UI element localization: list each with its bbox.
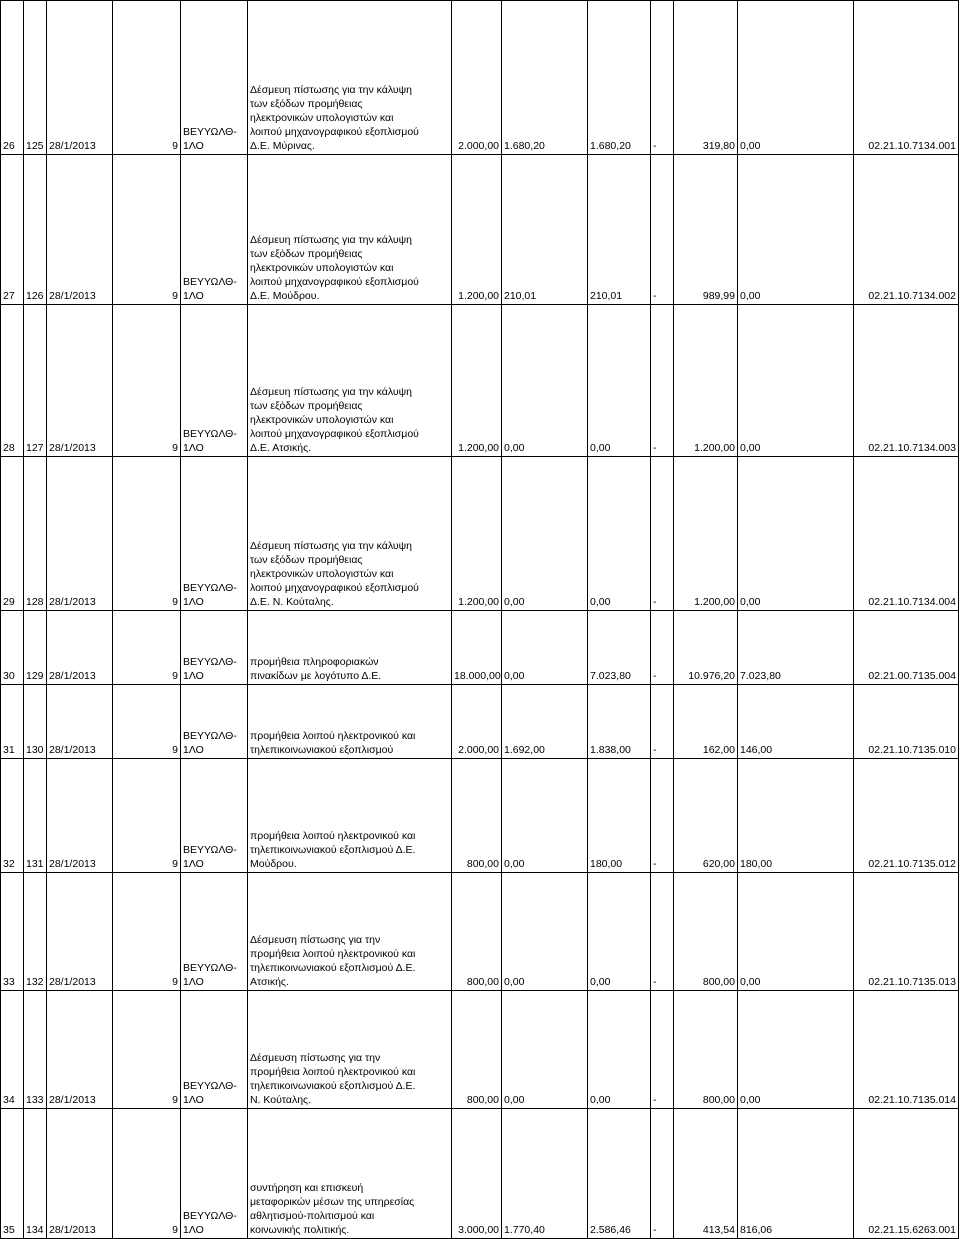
cell-code: 9 — [113, 1109, 181, 1239]
cell-a5: 162,00 — [674, 685, 738, 759]
cell-code: 9 — [113, 685, 181, 759]
cell-line: 1ΛΟ — [183, 976, 204, 988]
cell-a3: 0,00 — [588, 457, 651, 611]
cell-kae: 02.21.10.7135.013 — [854, 873, 959, 991]
table-row — [1, 155, 959, 305]
cell-a6: 0,00 — [738, 457, 854, 611]
cell-a4: - — [651, 759, 674, 873]
cell-line: ΒΕΥΥΩΛΘ- — [183, 656, 237, 668]
cell-line: Δέσμευη πίστωσης για την κάλυψη — [250, 234, 412, 246]
cell-desc — [248, 685, 452, 759]
cell-a6: 0,00 — [738, 305, 854, 457]
cell-line: Δέσμευη πίστωσης για την κάλυψη — [250, 540, 412, 552]
cell-code: 9 — [113, 759, 181, 873]
cell-n: 30 — [1, 611, 24, 685]
cell-a2: 0,00 — [502, 873, 588, 991]
cell-kae: 02.21.10.7134.001 — [854, 1, 959, 155]
cell-kae: 02.21.00.7135.004 — [854, 611, 959, 685]
cell-a6: 180,00 — [738, 759, 854, 873]
cell-date: 28/1/2013 — [47, 1, 113, 155]
cell-line: τηλεπικοινωνιακού εξοπλισμού Δ.Ε. — [250, 962, 416, 974]
cell-dept — [181, 457, 248, 611]
cell-line: 1ΛΟ — [183, 290, 204, 302]
cell-dept — [181, 155, 248, 305]
cell-a6: 0,00 — [738, 1, 854, 155]
cell-line: ΒΕΥΥΩΛΘ- — [183, 730, 237, 742]
cell-n: 33 — [1, 873, 24, 991]
cell-desc — [248, 1109, 452, 1239]
cell-date: 28/1/2013 — [47, 685, 113, 759]
cell-kae: 02.21.10.7135.012 — [854, 759, 959, 873]
cell-kae: 02.21.10.7134.004 — [854, 457, 959, 611]
cell-date: 28/1/2013 — [47, 457, 113, 611]
cell-a4: - — [651, 611, 674, 685]
cell-a4: - — [651, 155, 674, 305]
cell-line: ηλεκτρονικών υπολογιστών και — [250, 568, 394, 580]
cell-a1: 800,00 — [452, 991, 502, 1109]
cell-dept — [181, 759, 248, 873]
cell-dept — [181, 305, 248, 457]
cell-a4: - — [651, 1109, 674, 1239]
cell-a5: 989,99 — [674, 155, 738, 305]
cell-kae: 02.21.10.7135.010 — [854, 685, 959, 759]
cell-line: 1ΛΟ — [183, 442, 204, 454]
cell-a1: 1.200,00 — [452, 457, 502, 611]
cell-code: 9 — [113, 457, 181, 611]
cell-n: 34 — [1, 991, 24, 1109]
cell-a2: 0,00 — [502, 457, 588, 611]
cell-line: ΒΕΥΥΩΛΘ- — [183, 962, 237, 974]
table-row — [1, 873, 959, 991]
cell-a3: 210,01 — [588, 155, 651, 305]
cell-id: 127 — [24, 305, 47, 457]
cell-id: 126 — [24, 155, 47, 305]
cell-code: 9 — [113, 305, 181, 457]
cell-a2: 0,00 — [502, 611, 588, 685]
cell-line: των εξόδων προμήθειας — [250, 98, 363, 110]
cell-line: προμήθεια λοιπού ηλεκτρονικού και — [250, 948, 416, 960]
cell-a3: 7.023,80 — [588, 611, 651, 685]
cell-line: κοινωνικής πολιτικής. — [250, 1224, 350, 1236]
cell-line: ΒΕΥΥΩΛΘ- — [183, 582, 237, 594]
cell-kae: 02.21.10.7134.002 — [854, 155, 959, 305]
cell-id: 132 — [24, 873, 47, 991]
cell-code: 9 — [113, 155, 181, 305]
table-row — [1, 1, 959, 155]
cell-a5: 10.976,20 — [674, 611, 738, 685]
cell-line: προμήθεια πληροφοριακών — [250, 656, 379, 668]
table-row — [1, 685, 959, 759]
cell-n: 31 — [1, 685, 24, 759]
cell-line: ηλεκτρονικών υπολογιστών και — [250, 112, 394, 124]
cell-a3: 1.838,00 — [588, 685, 651, 759]
cell-line: Ν. Κούταλης. — [250, 1094, 312, 1106]
cell-dept — [181, 991, 248, 1109]
cell-line: Δέσμευη πίστωσης για την κάλυψη — [250, 386, 412, 398]
cell-line: 1ΛΟ — [183, 1094, 204, 1106]
cell-dept — [181, 1, 248, 155]
cell-desc — [248, 991, 452, 1109]
cell-a5: 1.200,00 — [674, 457, 738, 611]
cell-a2: 0,00 — [502, 759, 588, 873]
cell-line: μεταφορικών μέσων της υπηρεσίας — [250, 1196, 415, 1208]
table-body — [1, 1, 959, 1239]
cell-line: λοιπού μηχανογραφικού εξοπλισμού — [250, 276, 419, 288]
cell-line: τηλεπικοινωνιακού εξοπλισμού — [250, 744, 394, 756]
cell-line: Δέσμευση πίστωσης για την — [250, 934, 381, 946]
cell-date: 28/1/2013 — [47, 155, 113, 305]
cell-id: 130 — [24, 685, 47, 759]
cell-kae: 02.21.15.6263.001 — [854, 1109, 959, 1239]
cell-line: προμήθεια λοιπού ηλεκτρονικού και — [250, 730, 416, 742]
cell-a1: 1.200,00 — [452, 155, 502, 305]
cell-code: 9 — [113, 991, 181, 1109]
cell-n: 27 — [1, 155, 24, 305]
cell-dept — [181, 685, 248, 759]
table-row — [1, 305, 959, 457]
cell-code: 9 — [113, 873, 181, 991]
cell-line: Μούδρου. — [250, 858, 297, 870]
cell-a2: 0,00 — [502, 991, 588, 1109]
cell-a2: 210,01 — [502, 155, 588, 305]
cell-desc — [248, 873, 452, 991]
cell-a2: 1.680,20 — [502, 1, 588, 155]
cell-a6: 0,00 — [738, 873, 854, 991]
cell-desc — [248, 155, 452, 305]
cell-line: Δ.Ε. Μούδρου. — [250, 290, 320, 302]
cell-desc — [248, 1, 452, 155]
cell-dept — [181, 1109, 248, 1239]
cell-desc — [248, 305, 452, 457]
cell-line: 1ΛΟ — [183, 670, 204, 682]
cell-a3: 1.680,20 — [588, 1, 651, 155]
cell-a6: 0,00 — [738, 991, 854, 1109]
cell-a3: 2.586,46 — [588, 1109, 651, 1239]
cell-a6: 816,06 — [738, 1109, 854, 1239]
cell-line: 1ΛΟ — [183, 596, 204, 608]
cell-n: 28 — [1, 305, 24, 457]
cell-code: 9 — [113, 1, 181, 155]
cell-a6: 7.023,80 — [738, 611, 854, 685]
cell-a4: - — [651, 305, 674, 457]
cell-a1: 800,00 — [452, 873, 502, 991]
cell-line: αθλητισμού-πολιτισμού και — [250, 1210, 375, 1222]
cell-n: 26 — [1, 1, 24, 155]
cell-line: ΒΕΥΥΩΛΘ- — [183, 1080, 237, 1092]
cell-line: λοιπού μηχανογραφικού εξοπλισμού — [250, 428, 419, 440]
cell-id: 129 — [24, 611, 47, 685]
cell-a1: 2.000,00 — [452, 1, 502, 155]
cell-line: των εξόδων προμήθειας — [250, 554, 363, 566]
cell-a1: 800,00 — [452, 759, 502, 873]
cell-n: 35 — [1, 1109, 24, 1239]
cell-code: 9 — [113, 611, 181, 685]
cell-a3: 0,00 — [588, 873, 651, 991]
cell-a4: - — [651, 991, 674, 1109]
table-row — [1, 611, 959, 685]
cell-a3: 0,00 — [588, 991, 651, 1109]
cell-line: λοιπού μηχανογραφικού εξοπλισμού — [250, 126, 419, 138]
cell-line: τηλεπικοινωνιακού εξοπλισμού Δ.Ε. — [250, 1080, 416, 1092]
cell-a6: 146,00 — [738, 685, 854, 759]
cell-line: ΒΕΥΥΩΛΘ- — [183, 428, 237, 440]
cell-line: ΒΕΥΥΩΛΘ- — [183, 276, 237, 288]
cell-a5: 319,80 — [674, 1, 738, 155]
cell-a4: - — [651, 457, 674, 611]
cell-date: 28/1/2013 — [47, 611, 113, 685]
cell-desc — [248, 611, 452, 685]
cell-desc — [248, 457, 452, 611]
cell-a5: 800,00 — [674, 991, 738, 1109]
cell-line: πινακίδων με λογότυπο Δ.Ε. — [250, 670, 382, 682]
cell-line: 1ΛΟ — [183, 1224, 204, 1236]
cell-id: 128 — [24, 457, 47, 611]
cell-line: Ατσικής. — [250, 976, 289, 988]
cell-date: 28/1/2013 — [47, 305, 113, 457]
cell-a1: 18.000,00 — [452, 611, 502, 685]
cell-line: Δέσμευη πίστωσης για την κάλυψη — [250, 84, 412, 96]
cell-a4: - — [651, 1, 674, 155]
cell-a1: 2.000,00 — [452, 685, 502, 759]
cell-desc — [248, 759, 452, 873]
cell-line: ηλεκτρονικών υπολογιστών και — [250, 262, 394, 274]
cell-line: των εξόδων προμήθειας — [250, 400, 363, 412]
cell-line: τηλεπικοινωνιακού εξοπλισμού Δ.Ε. — [250, 844, 416, 856]
cell-a3: 0,00 — [588, 305, 651, 457]
cell-n: 32 — [1, 759, 24, 873]
cell-line: προμήθεια λοιπού ηλεκτρονικού και — [250, 1066, 416, 1078]
cell-id: 134 — [24, 1109, 47, 1239]
table-row — [1, 991, 959, 1109]
cell-line: ΒΕΥΥΩΛΘ- — [183, 844, 237, 856]
cell-date: 28/1/2013 — [47, 1109, 113, 1239]
table-row — [1, 457, 959, 611]
cell-a5: 800,00 — [674, 873, 738, 991]
cell-line: λοιπού μηχανογραφικού εξοπλισμού — [250, 582, 419, 594]
cell-id: 133 — [24, 991, 47, 1109]
cell-a6: 0,00 — [738, 155, 854, 305]
cell-line: ηλεκτρονικών υπολογιστών και — [250, 414, 394, 426]
cell-line: Δ.Ε. Ν. Κούταλης. — [250, 596, 334, 608]
cell-line: 1ΛΟ — [183, 140, 204, 152]
cell-a1: 3.000,00 — [452, 1109, 502, 1239]
cell-line: 1ΛΟ — [183, 744, 204, 756]
cell-line: Δ.Ε. Μύρινας. — [250, 140, 315, 152]
cell-date: 28/1/2013 — [47, 991, 113, 1109]
cell-line: ΒΕΥΥΩΛΘ- — [183, 126, 237, 138]
table-row — [1, 1109, 959, 1239]
cell-a5: 1.200,00 — [674, 305, 738, 457]
cell-a2: 1.770,40 — [502, 1109, 588, 1239]
cell-line: Δ.Ε. Ατσικής. — [250, 442, 312, 454]
cell-line: των εξόδων προμήθειας — [250, 248, 363, 260]
cell-id: 125 — [24, 1, 47, 155]
cell-line: προμήθεια λοιπού ηλεκτρονικού και — [250, 830, 416, 842]
cell-a2: 1.692,00 — [502, 685, 588, 759]
cell-kae: 02.21.10.7134.003 — [854, 305, 959, 457]
cell-dept — [181, 873, 248, 991]
cell-date: 28/1/2013 — [47, 873, 113, 991]
table-row — [1, 759, 959, 873]
cell-id: 131 — [24, 759, 47, 873]
cell-line: ΒΕΥΥΩΛΘ- — [183, 1210, 237, 1222]
cell-a2: 0,00 — [502, 305, 588, 457]
cell-date: 28/1/2013 — [47, 759, 113, 873]
cell-a1: 1.200,00 — [452, 305, 502, 457]
cell-line: 1ΛΟ — [183, 858, 204, 870]
cell-n: 29 — [1, 457, 24, 611]
cell-line: συντήρηση και επισκευή — [250, 1182, 364, 1194]
cell-kae: 02.21.10.7135.014 — [854, 991, 959, 1109]
cell-a4: - — [651, 685, 674, 759]
cell-a3: 180,00 — [588, 759, 651, 873]
cell-a4: - — [651, 873, 674, 991]
cell-dept — [181, 611, 248, 685]
cell-a5: 620,00 — [674, 759, 738, 873]
cell-a5: 413,54 — [674, 1109, 738, 1239]
cell-line: Δέσμευση πίστωσης για την — [250, 1052, 381, 1064]
